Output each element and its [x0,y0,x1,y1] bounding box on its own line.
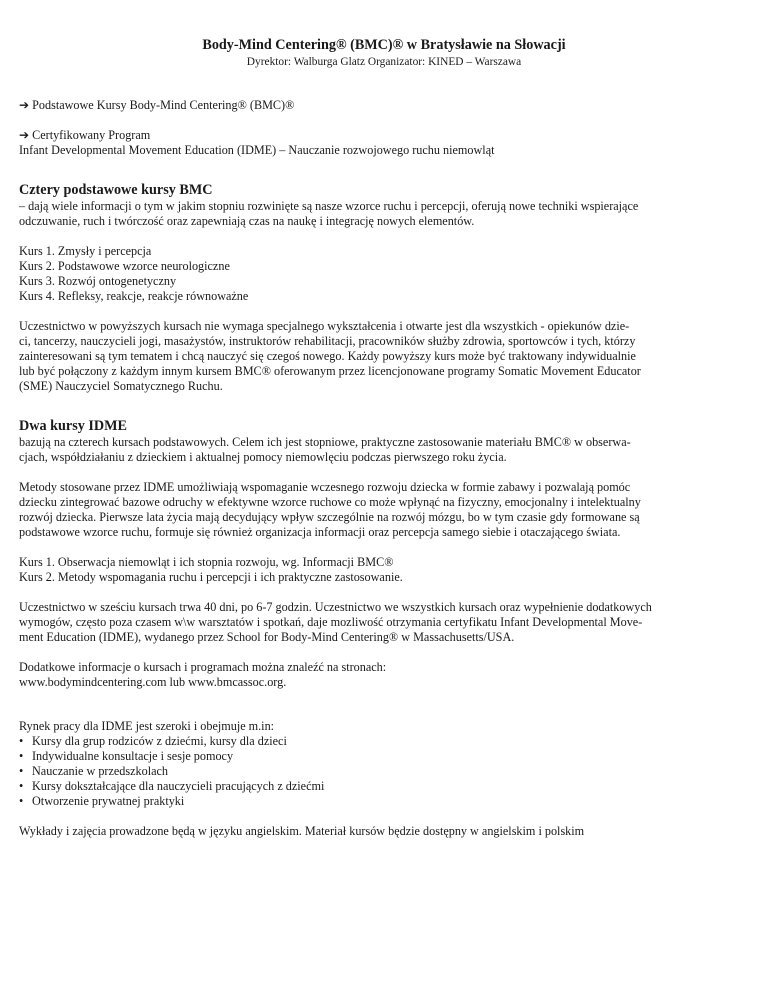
page-title: Body-Mind Centering® (BMC)® w Bratysławie na Słowacji [202,37,566,53]
bmc-intro [19,199,749,229]
list-item: Kurs 1. Zmysły i percepcja [19,244,152,258]
paragraph-line: Uczestnictwo w sześciu kursach trwa 40 dni, po 6-7 godzin. Uczestnictwo we wszystkich kursach oraz wypełnienie dodatkowych [19,600,652,614]
list-item: • Kursy dla grup rodziców z dziećmi, kursy dla dzieci [19,734,749,749]
footer-note: Wykłady i zajęcia prowadzone będą w języku angielskim. Materiał kursów będzie dostępny w angielskim i polskim [19,824,585,838]
paragraph-line: www.bodymindcentering.com lub www.bmcassoc.org. [19,675,287,689]
paragraph-line: cjach, współdziałaniu z dzieckiem i aktualnej pomocy niemowlęciu podczas pierwszego roku życia. [19,450,507,464]
program-certified-label: Certyfikowany Program [32,128,151,142]
idme-intro [19,435,749,465]
list-item: • Kursy dokształcające dla nauczycieli pracujących z dziećmi [19,779,749,794]
list-item: Kurs 2. Podstawowe wzorce neurologiczne [19,259,230,273]
list-item: • Otworzenie prywatnej praktyki [19,794,749,809]
paragraph-line: zainteresowani są tym tematem i chcą nauczyć się czegoś nowego. Każdy powyższy kurs może być traktowany indywidualnie [19,349,636,363]
paragraph-line: dziecku zintegrować bazowe odruchy w efektywne wzorce ruchowe co może wpłynąć na fizyczny, emocjonalny i intelektualny [19,495,641,509]
page-subtitle: Dyrektor: Walburga Glatz Organizator: KINED – Warszawa [246,56,522,68]
program-basic [19,98,749,113]
list-item: Kurs 4. Refleksy, reakcje, reakcje równoważne [19,289,249,303]
idme-methods [19,480,749,540]
paragraph-line: Dodatkowe informacje o kursach i programach można znaleźć na stronach: [19,660,387,674]
paragraph-line: ment Education (IDME), wydanego przez School for Body-Mind Centering® w Massachusetts/USA. [19,630,515,644]
paragraph-line: bazują na czterech kursach podstawowych. Celem ich jest stopniowe, praktyczne zastosowanie materiału BMC® w obserwa- [19,435,631,449]
program-certified [19,128,749,143]
program-certified-detail: Infant Developmental Movement Education (IDME) – Nauczanie rozwojowego ruchu niemowląt [19,143,495,157]
program-basic-label: Podstawowe Kursy Body-Mind Centering® (BMC)® [32,98,295,112]
paragraph-line: Metody stosowane przez IDME umożliwiają wspomaganie wczesnego rozwoju dziecka w formie zabawy i pozwalają pomóc [19,480,631,494]
list-item: Kurs 1. Obserwacja niemowląt i ich stopnia rozwoju, wg. Informacji BMC® [19,555,394,569]
market-list [19,734,749,809]
right-arrow-icon: ➔ [19,128,30,142]
paragraph-line: Uczestnictwo w powyższych kursach nie wymaga specjalnego wykształcenia i otwarte jest dla wszystkich - opiekunów dzie- [19,319,630,333]
bmc-course-list [19,244,749,304]
paragraph-line: podstawowe wzorce ruchu, formuje się również organizacja informacji oraz percepcja samego siebie i otaczającego świata. [19,525,621,539]
idme-course-list [19,555,749,585]
list-item: Kurs 2. Metody wspomagania ruchu i percepcji i ich praktyczne zastosowanie. [19,570,403,584]
paragraph-line: lub być połączony z każdym innym kursem BMC® oferowanym przez licencjonowane programy Somatic Movement Educator [19,364,641,378]
bmc-participation [19,319,749,394]
section-heading-bmc: Cztery podstawowe kursy BMC [19,182,213,198]
list-item: • Indywidualne konsultacje i sesje pomocy [19,749,749,764]
paragraph-line: (SME) Nauczyciel Somatycznego Ruchu. [19,379,223,393]
paragraph-line: ci, tancerzy, nauczycieli jogi, masażystów, instruktorów rehabilitacji, pracowników służby zdrowia, sportowców i tych, którzy [19,334,636,348]
paragraph-line: wymogów, często poza czasem w\w warsztatów i spotkań, daje mozliwość otrzymania certyfikatu Infant Developmental Move- [19,615,643,629]
right-arrow-icon: ➔ [19,98,30,112]
list-item: • Nauczanie w przedszkolach [19,764,749,779]
idme-participation [19,600,749,645]
market-intro: Rynek pracy dla IDME jest szeroki i obejmuje m.in: [19,719,275,733]
list-item: Kurs 3. Rozwój ontogenetyczny [19,274,177,288]
paragraph-line: rozwój dziecka. Pierwsze lata życia mają decydujący wpływ szczególnie na rozwój mózgu, bo w tym czasie gdy formowane są [19,510,640,524]
section-heading-idme: Dwa kursy IDME [19,418,127,434]
bmc-intro-line: – dają wiele informacji o tym w jakim stopniu rozwinięte są nasze wzorce ruchu i percepcji, oferują nowe techniki wspierające [19,199,639,213]
document-page [19,37,749,839]
bmc-intro-line: odczuwanie, ruch i twórczość oraz zapewniają czas na naukę i integrację nowych elementów. [19,214,475,228]
idme-info [19,660,749,690]
